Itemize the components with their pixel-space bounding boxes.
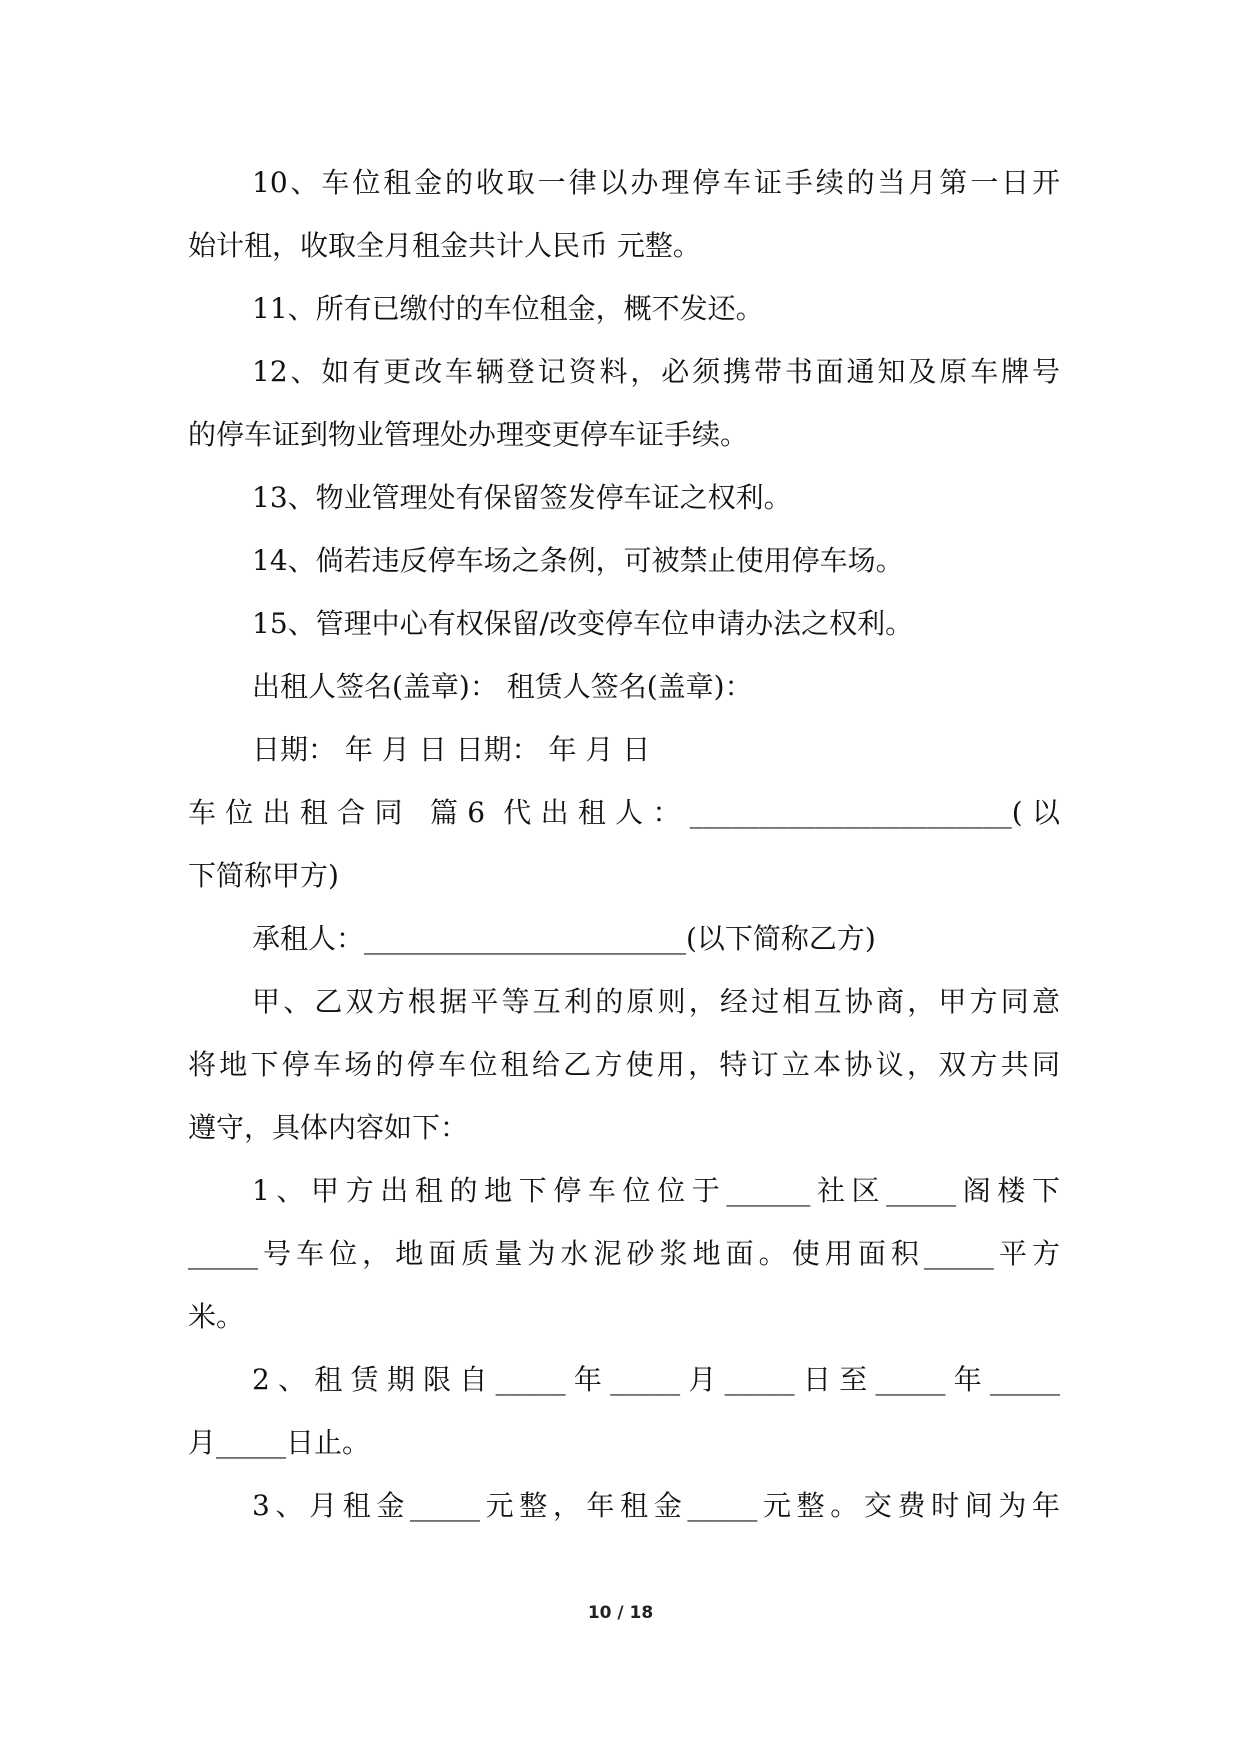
clause-14: 14、倘若违反停车场之条例，可被禁止使用停车场。 <box>252 544 904 577</box>
preamble-line-3: 遵守，具体内容如下： <box>188 1111 469 1144</box>
article-2-line-2: 月_____日止。 <box>188 1426 371 1459</box>
clause-12-line-2: 的停车证到物业管理处办理变更停车证手续。 <box>188 418 749 451</box>
preamble-line-1: 甲、乙双方根据平等互利的原则，经过相互协商，甲方同意 <box>252 985 1060 1018</box>
article-1-line-3: 米。 <box>188 1300 245 1333</box>
clause-12-line-1: 12、如有更改车辆登记资料，必须携带书面通知及原车牌号 <box>252 355 1060 388</box>
article-3-line-1: 3、月租金_____元整，年租金_____元整。交费时间为年 <box>252 1489 1060 1522</box>
clause-11: 11、所有已缴付的车位租金，概不发还。 <box>252 292 764 325</box>
article-1-line-1: 1、甲方出租的地下停车位位于______社区_____阁楼下 <box>252 1174 1060 1207</box>
section-heading-lessor: 车位出租合同 篇6 代出租人：_______________________(以 <box>188 796 1060 829</box>
signature-line: 出租人签名(盖章)： 租赁人签名(盖章)： <box>252 670 753 703</box>
article-2-line-1: 2、租赁期限自_____年_____月_____日至_____年_____ <box>252 1363 1060 1396</box>
clause-10-line-1: 10、车位租金的收取一律以办理停车证手续的当月第一日开 <box>252 166 1060 199</box>
clause-10-line-2: 始计租，收取全月租金共计人民币 元整。 <box>188 229 701 262</box>
page-number: 10 / 18 <box>587 1603 654 1623</box>
clause-13: 13、物业管理处有保留签发停车证之权利。 <box>252 481 792 514</box>
article-1-line-2: _____号车位，地面质量为水泥砂浆地面。使用面积_____平方 <box>188 1237 1060 1270</box>
date-line: 日期： 年 月 日 日期： 年 月 日 <box>252 733 651 766</box>
clause-15: 15、管理中心有权保留/改变停车位申请办法之权利。 <box>252 607 914 640</box>
preamble-line-2: 将地下停车场的停车位租给乙方使用，特订立本协议，双方共同 <box>188 1048 1060 1081</box>
lessor-note: 下简称甲方) <box>188 859 339 892</box>
lessee-line: 承租人：_______________________(以下简称乙方) <box>252 922 876 955</box>
